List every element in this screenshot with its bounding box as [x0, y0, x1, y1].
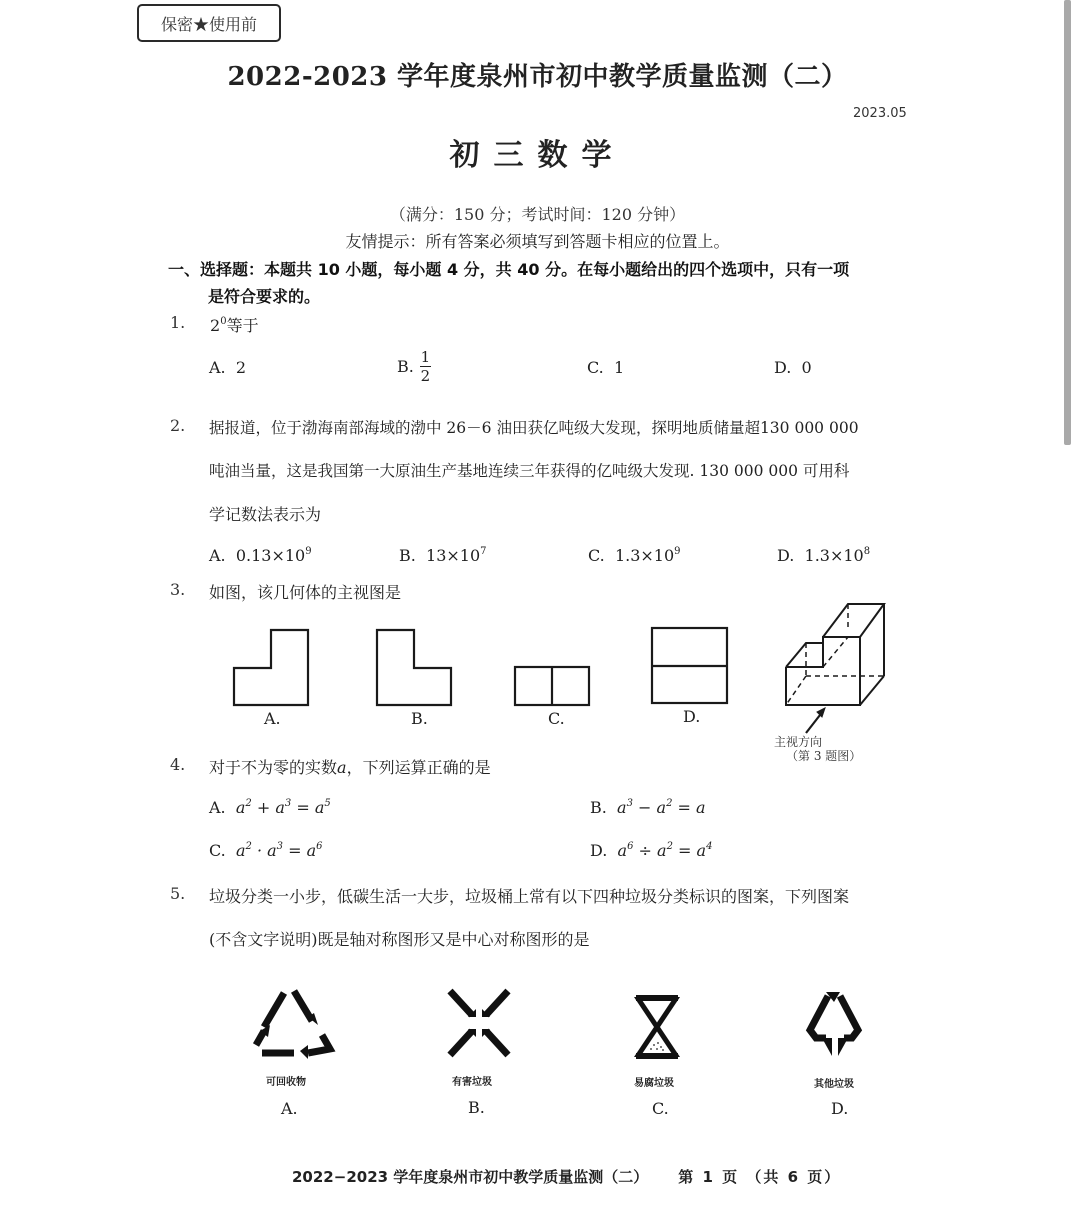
- option-a: [209, 798, 331, 817]
- confidential-label: 保密★使用前: [137, 4, 281, 42]
- icon-caption: 可回收物: [266, 1077, 306, 1088]
- exponent: 0: [220, 316, 227, 327]
- section-heading-line2: 是符合要求的。: [208, 287, 321, 306]
- term: a: [617, 841, 628, 860]
- question-number: 5.: [170, 884, 186, 903]
- term: a: [235, 798, 246, 817]
- option-d: [590, 841, 712, 860]
- section-heading-line1: 一、选择题：本题共 10 小题，每小题 4 分，共 40 分。在每小题给出的四个选项中，只有一项: [168, 260, 850, 279]
- exponent: 4: [706, 841, 713, 852]
- term: = a: [291, 798, 325, 817]
- exponent: 7: [480, 546, 487, 557]
- question-stem-line: 垃圾分类一小步，低碳生活一大步，垃圾桶上常有以下四种垃圾分类标识的图案，下列图案: [209, 887, 850, 906]
- page-footer: [292, 1166, 841, 1187]
- icon-caption: 易腐垃圾: [634, 1078, 674, 1089]
- hazardous-waste-icon: [446, 987, 512, 1059]
- variable: a: [337, 758, 347, 777]
- stem-text: 等于: [226, 316, 259, 335]
- question-stem: [209, 755, 491, 778]
- figure-d-label: D.: [683, 707, 701, 726]
- mantissa: 1.3×10: [804, 546, 864, 565]
- question-stem-line: 据报道，位于渤海南部海域的渤中 26－6 油田获亿吨级大发现，探明地质储量超130 000 000: [209, 419, 859, 437]
- stem-text: ，下列运算正确的是: [346, 758, 491, 777]
- option-label: A.: [209, 798, 226, 817]
- exponent: 2: [666, 798, 673, 809]
- scrollbar-thumb[interactable]: [1064, 0, 1071, 445]
- icon-option-label: C.: [652, 1099, 669, 1118]
- exam-title: 2022-2023 学年度泉州市初中教学质量监测（二）: [227, 62, 848, 92]
- figure-a-label: A.: [264, 709, 281, 728]
- option-value: 0: [801, 358, 812, 377]
- option-label: A.: [209, 546, 226, 565]
- recyclable-icon: [248, 985, 332, 1061]
- exponent: 8: [863, 546, 871, 557]
- question-stem: 如图，该几何体的主视图是: [209, 583, 402, 602]
- term: = a: [283, 841, 317, 860]
- vertical-scrollbar[interactable]: [1063, 0, 1072, 445]
- exponent: 5: [324, 798, 331, 809]
- option-label: C.: [209, 841, 226, 860]
- option-b: [590, 798, 706, 817]
- figure-c-label: C.: [548, 709, 565, 728]
- exponent: 2: [666, 841, 673, 852]
- friendly-tip: 友情提示：所有答案必须填写到答题卡相应的位置上。: [345, 232, 730, 251]
- exponent: 2: [245, 841, 252, 852]
- option-c: [209, 841, 323, 860]
- exponent: 3: [626, 798, 633, 809]
- subject-title: 初三数学: [449, 138, 626, 173]
- exponent: 9: [305, 546, 312, 557]
- option-label: A.: [209, 358, 226, 377]
- question-stem-line: (不含文字说明)既是轴对称图形又是中心对称图形的是: [209, 930, 590, 949]
- icon-option-label: A.: [281, 1099, 298, 1118]
- question-number: 1.: [170, 313, 186, 332]
- exponent: 9: [674, 546, 681, 557]
- term: − a: [632, 798, 667, 817]
- exponent: 6: [627, 841, 634, 852]
- option-label: C.: [588, 546, 605, 565]
- figure-b-shape: [377, 630, 451, 705]
- mantissa: 0.13×10: [235, 546, 306, 565]
- exam-date: 2023.05: [853, 106, 907, 121]
- option-label: B.: [399, 546, 416, 565]
- stem-text: 对于不为零的实数: [209, 758, 338, 777]
- figure-b-label: B.: [411, 709, 428, 728]
- exponent: 6: [316, 841, 323, 852]
- score-info: （满分：150 分；考试时间：120 分钟）: [389, 205, 686, 224]
- numerator: 1: [420, 348, 431, 366]
- term: ÷ a: [633, 841, 667, 860]
- mantissa: 1.3×10: [614, 546, 675, 565]
- question-number: 3.: [170, 580, 186, 599]
- mantissa: 13×10: [426, 546, 481, 565]
- view-direction-caption: 主视方向: [774, 735, 823, 749]
- icon-option-label: D.: [831, 1099, 849, 1118]
- figure-caption: （第 3 题图）: [786, 749, 862, 763]
- term: a: [617, 798, 627, 817]
- option-label: B.: [590, 798, 607, 817]
- term: + a: [251, 798, 285, 817]
- question-stem-line: 吨油当量，这是我国第一大原油生产基地连续三年获得的亿吨级大发现. 130 000 000 可用科: [209, 462, 850, 480]
- question-number: 2.: [170, 416, 186, 435]
- question-stem-line: 学记数法表示为: [209, 505, 322, 524]
- option-label: D.: [774, 358, 792, 377]
- option-label: D.: [777, 546, 795, 565]
- exponent: 3: [276, 841, 284, 852]
- term: · a: [251, 841, 277, 860]
- view-direction-arrow-icon: [806, 708, 825, 733]
- solid-figure: [786, 604, 884, 705]
- perishable-waste-icon: [630, 993, 684, 1061]
- exponent: 3: [284, 798, 292, 809]
- icon-option-label: B.: [468, 1098, 485, 1117]
- term: = a: [672, 841, 707, 860]
- footer-title: 2022−2023 学年度泉州市初中教学质量监测（二）: [292, 1168, 649, 1186]
- denominator: 2: [420, 367, 431, 385]
- term: a: [235, 841, 246, 860]
- icon-caption: 其他垃圾: [814, 1079, 854, 1090]
- option-label: B.: [397, 357, 414, 376]
- page-number: 第 1 页 （共 6 页）: [678, 1168, 842, 1186]
- base: 2: [210, 316, 221, 335]
- question-number: 4.: [170, 755, 186, 774]
- exponent: 2: [245, 798, 252, 809]
- icon-caption: 有害垃圾: [452, 1077, 492, 1088]
- term: = a: [672, 798, 706, 817]
- figure-a-shape: [234, 630, 308, 705]
- option-value: 1: [613, 358, 625, 377]
- option-label: D.: [590, 841, 608, 860]
- option-value: 2: [235, 358, 246, 377]
- other-waste-icon: [804, 990, 866, 1062]
- option-label: C.: [587, 358, 604, 377]
